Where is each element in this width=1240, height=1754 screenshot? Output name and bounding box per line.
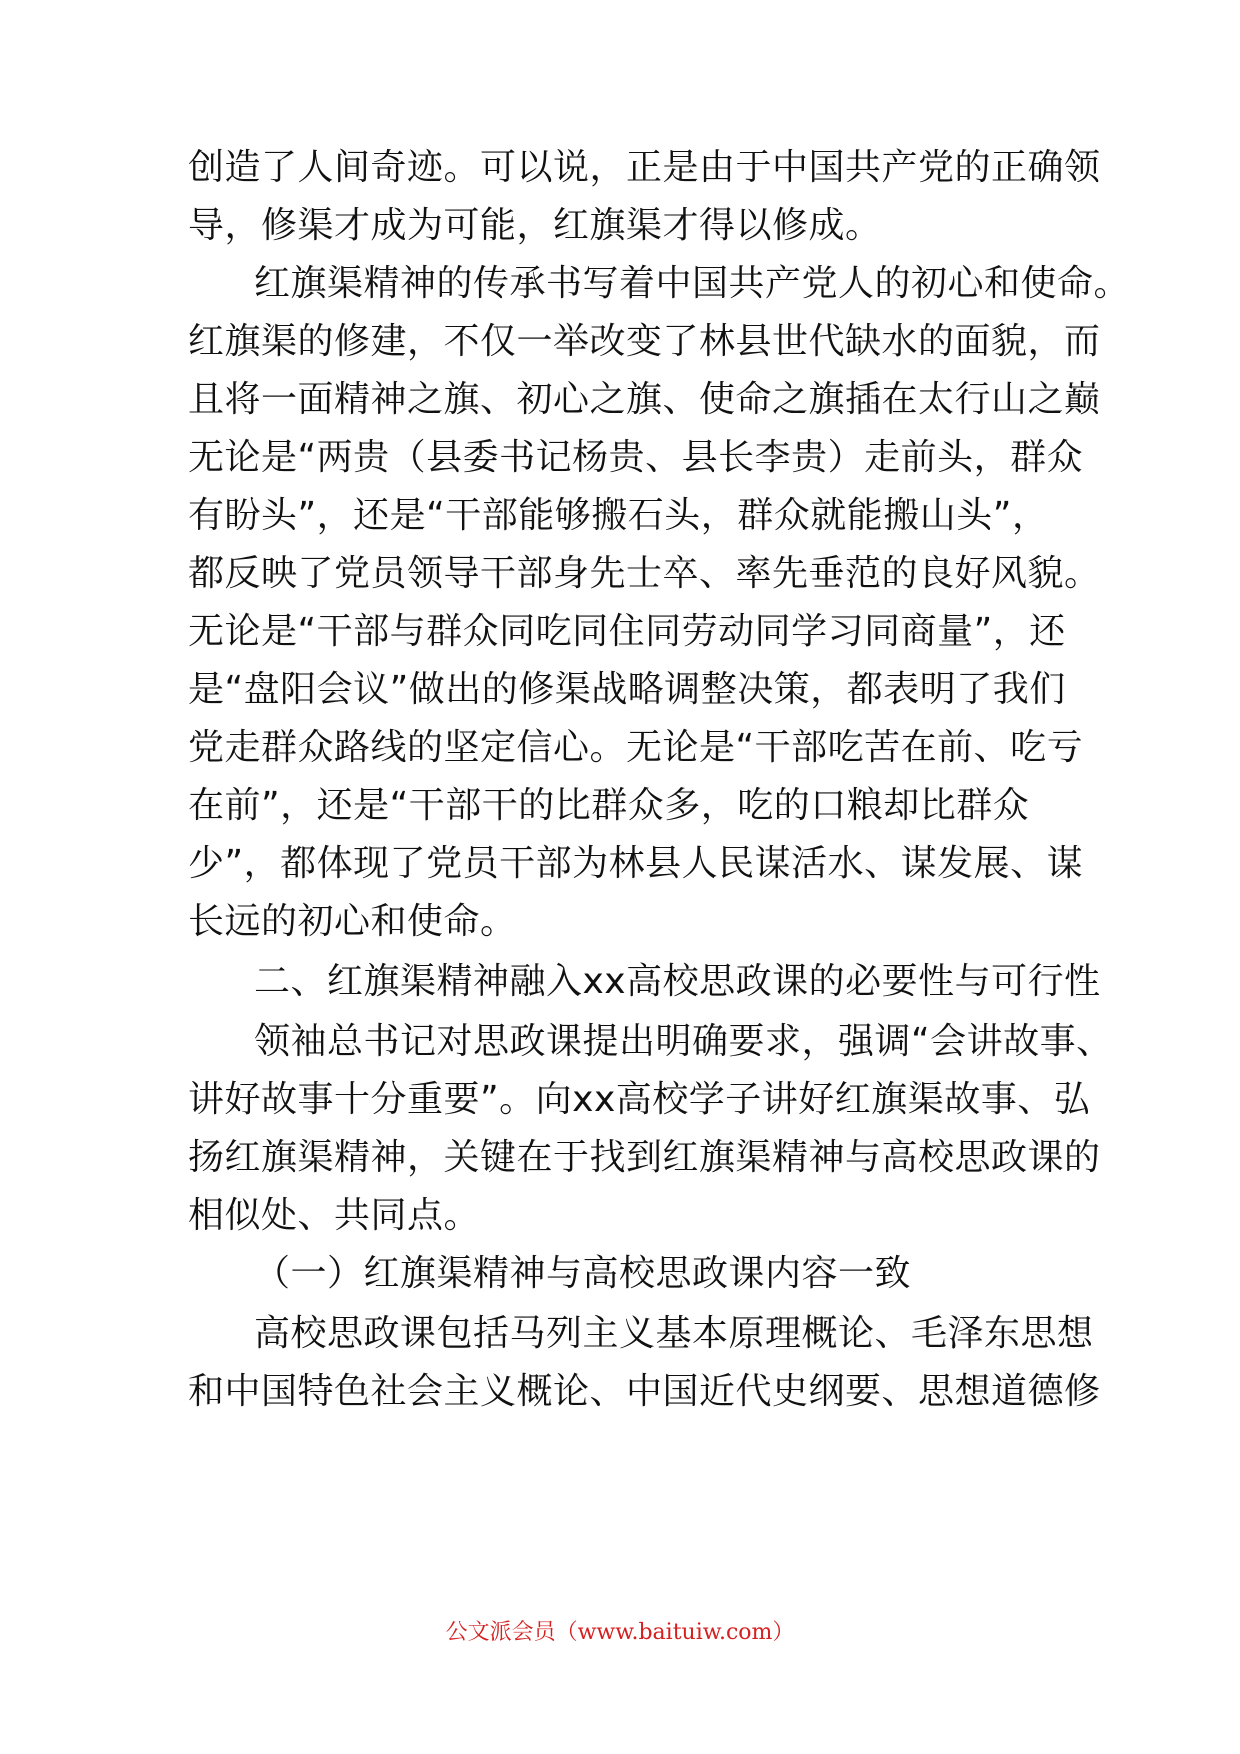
text-line: 有盼头”，还是“干部能够搬石头，群众就能搬山头”， [188,495,1049,536]
text-line: 都反映了党员领导干部身先士卒、率先垂范的良好风貌。 [188,553,1101,594]
text-line: 讲好故事十分重要”。向xx高校学子讲好红旗渠故事、弘 [188,1079,1091,1120]
footer-watermark: 公文派会员（www.baituiw.com） [445,1620,795,1645]
text-line: 扬红旗渠精神，关键在于找到红旗渠精神与高校思政课的 [188,1137,1101,1178]
text-line: 党走群众路线的坚定信心。无论是“干部吃苦在前、吃亏 [188,727,1084,768]
text-line: 且将一面精神之旗、初心之旗、使命之旗插在太行山之巅 [188,379,1101,420]
text-line: 导，修渠才成为可能，红旗渠才得以修成。 [188,205,882,246]
paragraph-first-line: 领袖总书记对思政课提出明确要求，强调“会讲故事、 [254,1021,1113,1062]
text-line: 创造了人间奇迹。可以说，正是由于中国共产党的正确领 [188,147,1101,188]
text-line: 是“盘阳会议”做出的修渠战略调整决策，都表明了我们 [188,669,1066,710]
text-line: 红旗渠的修建，不仅一举改变了林县世代缺水的面貌，而 [188,321,1101,362]
text-line: 长远的初心和使命。 [188,901,517,942]
text-line: 少”，都体现了党员干部为林县人民谋活水、谋发展、谋 [188,843,1084,884]
paragraph-first-line: 红旗渠精神的传承书写着中国共产党人的初心和使命。 [254,263,1131,304]
text-line: 相似处、共同点。 [188,1195,481,1236]
section-heading: 二、红旗渠精神融入xx高校思政课的必要性与可行性 [254,961,1101,1002]
text-line: 无论是“干部与群众同吃同住同劳动同学习同商量”，还 [188,611,1066,652]
text-line: 在前”，还是“干部干的比群众多，吃的口粮却比群众 [188,785,1030,826]
subsection-heading: （一）红旗渠精神与高校思政课内容一致 [254,1253,912,1294]
text-line: 和中国特色社会主义概论、中国近代史纲要、思想道德修 [188,1371,1101,1412]
text-line: 无论是“两贵（县委书记杨贵、县长李贵）走前头，群众 [188,437,1084,478]
paragraph-first-line: 高校思政课包括马列主义基本原理概论、毛泽东思想 [254,1313,1094,1354]
